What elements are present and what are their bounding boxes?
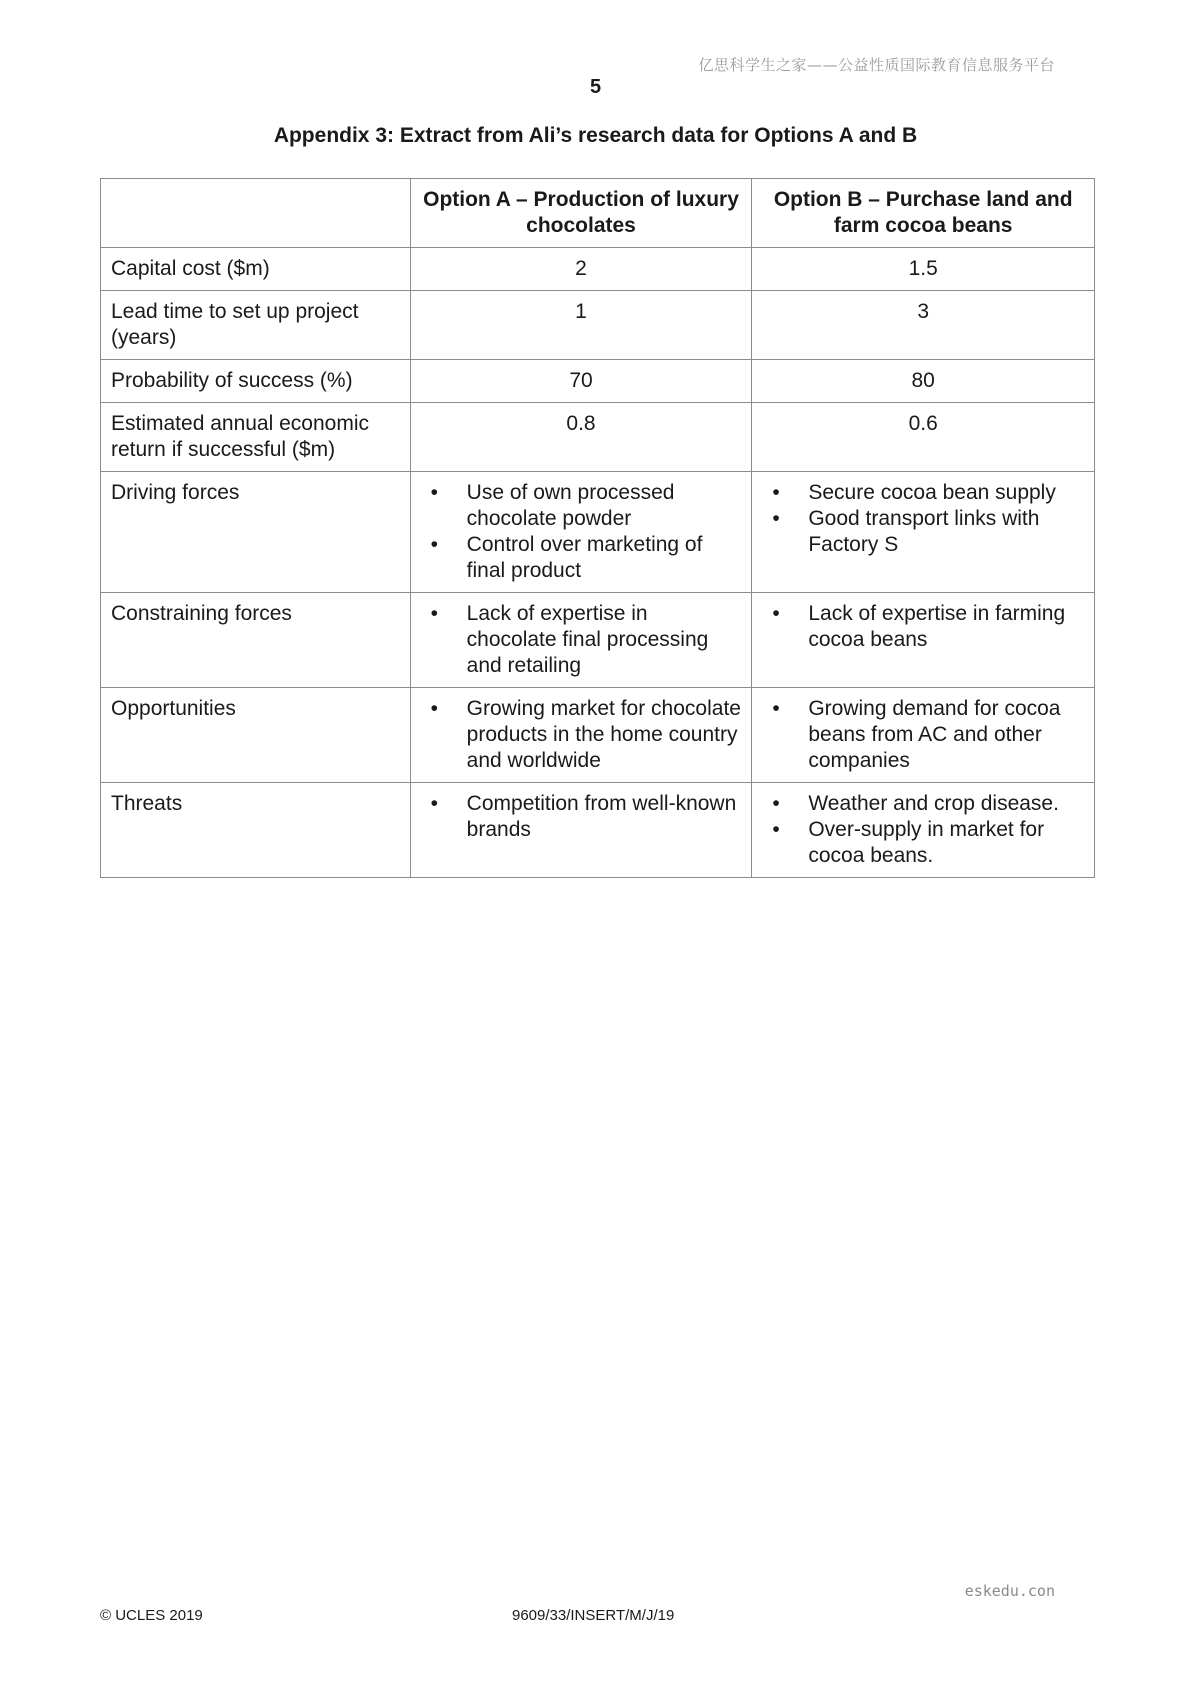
bullet-icon: • — [772, 792, 780, 815]
option-a-cell — [410, 688, 752, 783]
option-b-cell — [752, 783, 1095, 878]
option-a-cell: 1 — [410, 291, 752, 360]
table-header-row — [101, 179, 1095, 248]
site-watermark-top: 亿思科学生之家——公益性质国际教育信息服务平台 — [698, 56, 1055, 74]
bullet-text: Weather and crop disease. — [808, 792, 1059, 815]
bullet-text: Secure cocoa bean supply — [808, 481, 1056, 504]
bullet-text: Use of own processed chocolate powder — [466, 481, 675, 530]
bullet-text: Growing demand for cocoa beans from AC and other companies — [808, 697, 1061, 772]
row-label: Constraining forces — [101, 593, 411, 688]
option-a-cell — [410, 593, 752, 688]
option-b-cell — [752, 593, 1095, 688]
bullet-item — [762, 506, 1084, 558]
row-label: Opportunities — [101, 688, 411, 783]
bullet-text: Competition from well-known brands — [466, 792, 737, 841]
copyright-notice: © UCLES 2019 — [100, 1607, 203, 1624]
option-a-cell — [410, 783, 752, 878]
option-a-cell: 70 — [410, 360, 752, 403]
bullet-item — [762, 601, 1084, 653]
row-label: Lead time to set up project (years) — [101, 291, 411, 360]
option-b-cell: 0.6 — [752, 403, 1095, 472]
bullet-icon: • — [430, 533, 439, 556]
row-label: Estimated annual economic return if successful ($m) — [101, 403, 411, 472]
table-row — [101, 593, 1095, 688]
bullet-text: Control over marketing of final product — [466, 533, 703, 582]
header-option-b: Option B – Purchase land and farm cocoa beans — [752, 179, 1095, 248]
option-b-cell — [752, 472, 1095, 593]
row-label: Driving forces — [101, 472, 411, 593]
bullet-icon: • — [430, 602, 439, 625]
paper-code: 9609/33/INSERT/M/J/19 — [512, 1607, 675, 1624]
table-row — [101, 472, 1095, 593]
row-label: Capital cost ($m) — [101, 248, 411, 291]
bullet-icon: • — [772, 481, 780, 504]
bullet-item — [421, 696, 742, 774]
bullet-list — [421, 480, 742, 584]
bullet-icon: • — [430, 697, 439, 720]
table-row — [101, 688, 1095, 783]
bullet-list — [762, 480, 1084, 558]
header-empty-cell — [101, 179, 411, 248]
table-row — [101, 403, 1095, 472]
bullet-icon: • — [772, 602, 780, 625]
bullet-icon: • — [772, 818, 780, 841]
site-watermark-bottom: eskedu.con — [964, 1582, 1055, 1600]
bullet-icon: • — [772, 507, 780, 530]
bullet-item — [421, 791, 742, 843]
bullet-item — [421, 601, 742, 679]
bullet-item — [762, 480, 1084, 506]
bullet-text: Good transport links with Factory S — [808, 507, 1040, 556]
bullet-text: Lack of expertise in farming cocoa beans — [808, 602, 1066, 651]
bullet-item — [762, 791, 1084, 817]
table-row — [101, 783, 1095, 878]
option-a-cell: 2 — [410, 248, 752, 291]
bullet-list — [762, 791, 1084, 869]
option-a-cell — [410, 472, 752, 593]
bullet-list — [762, 601, 1084, 653]
table-row — [101, 291, 1095, 360]
header-option-a: Option A – Production of luxury chocolates — [410, 179, 752, 248]
option-a-cell: 0.8 — [410, 403, 752, 472]
page-title: Appendix 3: Extract from Ali’s research data for Options A and B — [273, 124, 918, 147]
table-body — [101, 248, 1095, 878]
option-b-cell: 3 — [752, 291, 1095, 360]
bullet-text: Lack of expertise in chocolate final processing and retailing — [466, 602, 709, 677]
bullet-list — [421, 601, 742, 679]
bullet-list — [421, 696, 742, 774]
page-number: 5 — [589, 76, 602, 98]
option-b-cell: 80 — [752, 360, 1095, 403]
bullet-icon: • — [430, 792, 439, 815]
bullet-item — [421, 480, 742, 532]
row-label: Probability of success (%) — [101, 360, 411, 403]
option-b-cell — [752, 688, 1095, 783]
bullet-icon: • — [772, 697, 780, 720]
bullet-item — [421, 532, 742, 584]
option-b-cell: 1.5 — [752, 248, 1095, 291]
bullet-icon: • — [430, 481, 439, 504]
bullet-text: Over-supply in market for cocoa beans. — [808, 818, 1045, 867]
row-label: Threats — [101, 783, 411, 878]
bullet-list — [421, 791, 742, 843]
table-row — [101, 248, 1095, 291]
bullet-text: Growing market for chocolate products in the home country and worldwide — [466, 697, 741, 772]
bullet-item — [762, 817, 1084, 869]
research-data-table — [100, 178, 1095, 878]
table-row — [101, 360, 1095, 403]
bullet-item — [762, 696, 1084, 774]
bullet-list — [762, 696, 1084, 774]
